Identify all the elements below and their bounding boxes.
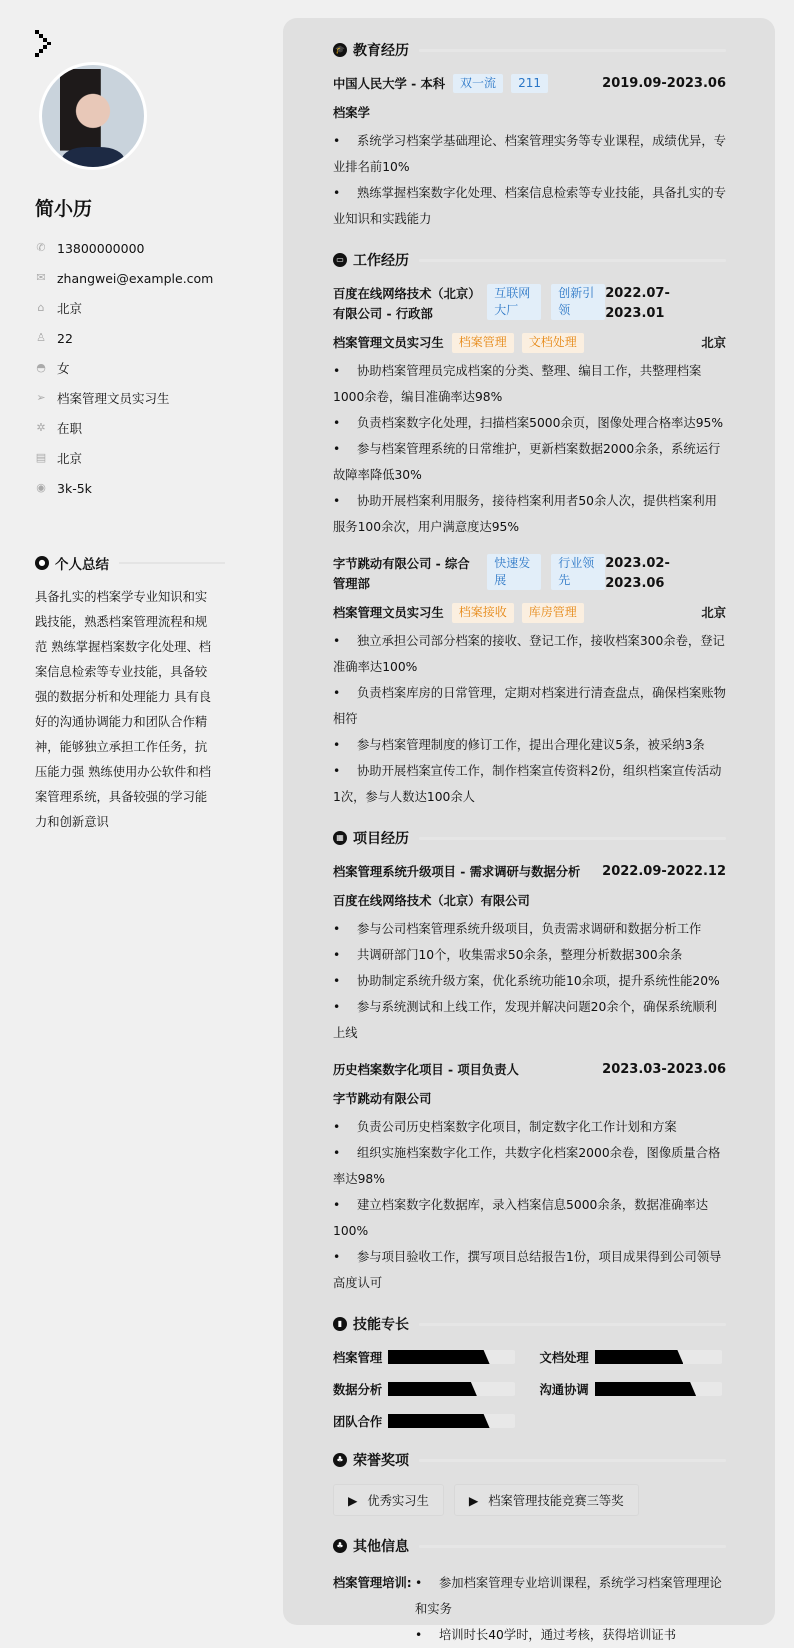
bullet-icon: • — [415, 1628, 423, 1642]
date: 2022.09-2022.12 — [602, 864, 726, 879]
bullet-text: 建立档案数字化数据库，录入档案信息5000余条，数据准确率达100% — [333, 1198, 709, 1238]
skill-item — [540, 1348, 727, 1366]
info-text: zhangwei@example.com — [57, 270, 214, 286]
bullet-list — [415, 1570, 726, 1648]
role: 档案管理文员实习生 — [333, 336, 444, 350]
divider — [419, 259, 726, 262]
bullet-text: 参与档案管理系统的日常维护，更新档案数据2000余条，系统运行故障率降低30% — [333, 442, 721, 482]
tag: 双一流 — [453, 74, 503, 93]
divider — [419, 1323, 726, 1326]
list-item — [333, 1244, 726, 1296]
work-item — [333, 554, 726, 810]
award-icon: ♣ — [333, 1453, 347, 1467]
avatar — [39, 62, 147, 170]
list-item — [333, 994, 726, 1046]
bullet-icon: • — [333, 364, 341, 378]
education-row — [333, 74, 726, 94]
tag-group — [479, 284, 605, 320]
bullet-list — [333, 128, 726, 232]
info-text: 22 — [57, 330, 73, 346]
education-heading — [333, 38, 726, 62]
list-item — [333, 942, 726, 968]
send-icon: ➢ — [36, 391, 46, 404]
list-item — [333, 180, 726, 232]
org-name: 百度在线网络技术（北京）有限公司 — [333, 894, 530, 908]
info-text: 在职 — [57, 421, 83, 436]
date: 2023.03-2023.06 — [602, 1062, 726, 1077]
bullet-icon: • — [333, 1000, 341, 1014]
bullet-icon: • — [333, 738, 341, 752]
list-item — [333, 358, 726, 410]
bullet-text: 共调研部门10个，收集需求50余条，整理分析数据300余条 — [357, 948, 683, 962]
bullet-text: 培训时长40学时，通过考核，获得培训证书 — [439, 1628, 676, 1642]
skill-bar-fill — [595, 1350, 684, 1364]
skill-bar-fill — [388, 1382, 477, 1396]
company-name: 百度在线网络技术（北京）有限公司 - 行政部 — [333, 287, 475, 321]
bullet-list — [333, 916, 726, 1046]
other-heading — [333, 1534, 726, 1558]
list-item — [333, 680, 726, 732]
skill-name: 数据分析 — [333, 1383, 383, 1397]
bullet-icon: • — [333, 922, 341, 936]
skill-name: 团队合作 — [333, 1415, 383, 1429]
award-text: 优秀实习生 — [367, 1494, 429, 1508]
location: 北京 — [701, 606, 726, 620]
phone-icon: ✆ — [36, 241, 46, 254]
bullet-icon: • — [333, 1198, 341, 1212]
bullet-text: 负责档案库房的日常管理，定期对档案进行清查盘点，确保档案账物相符 — [333, 686, 726, 726]
profile-name: 简小历 — [35, 198, 93, 220]
other-title: 其他信息 — [353, 1539, 409, 1555]
list-item — [333, 436, 726, 488]
project-item — [333, 862, 726, 1046]
date: 2022.07-2023.01 — [605, 286, 670, 321]
bullet-icon: • — [333, 416, 341, 430]
list-item — [333, 410, 726, 436]
bullet-text: 熟练掌握档案数字化处理、档案信息检索等专业技能，具备扎实的专业知识和实践能力 — [333, 186, 726, 226]
list-item — [333, 1114, 726, 1140]
bullet-text: 参加档案管理专业培训课程，系统学习档案管理理论和实务 — [415, 1576, 722, 1616]
list-item — [333, 758, 726, 810]
org-name: 字节跳动有限公司 — [333, 1092, 432, 1106]
award-item — [454, 1484, 639, 1516]
info-item — [35, 353, 225, 383]
tag: 211 — [511, 74, 548, 93]
skill-name: 沟通协调 — [539, 1383, 589, 1397]
bullet-list — [333, 628, 726, 810]
work-row — [333, 284, 726, 324]
tag: 档案管理 — [452, 333, 514, 353]
project-item — [333, 1060, 726, 1296]
other-info — [333, 1570, 726, 1648]
bullet-text: 协助制定系统升级方案，优化系统功能10余项，提升系统性能20% — [357, 974, 720, 988]
org — [333, 1089, 726, 1109]
resume-main — [283, 18, 775, 1642]
projects-heading — [333, 826, 726, 850]
age-icon: ♙ — [36, 331, 46, 344]
skill-bar — [388, 1414, 515, 1428]
bullet-icon: • — [333, 764, 341, 778]
skill-bar-fill — [388, 1350, 490, 1364]
skills-heading — [333, 1312, 726, 1336]
skill-item — [540, 1380, 727, 1398]
major-name: 档案学 — [333, 106, 370, 120]
bullet-icon: • — [333, 494, 341, 508]
user-icon: ● — [35, 556, 49, 570]
project-row — [333, 1060, 726, 1080]
bullet-text: 协助开展档案利用服务，接待档案利用者50余人次，提供档案利用服务100余次，用户满意度达95% — [333, 494, 717, 534]
info-item — [35, 233, 225, 263]
divider — [419, 837, 726, 840]
sidebar — [35, 28, 225, 835]
projects-title: 项目经历 — [353, 831, 409, 847]
skill-bar — [388, 1350, 515, 1364]
skill-name: 文档处理 — [539, 1351, 589, 1365]
bullet-text: 系统学习档案学基础理论、档案管理实务等专业课程，成绩优异，专业排名前10% — [333, 134, 726, 174]
bullet-icon: • — [333, 974, 341, 988]
bullet-list — [333, 358, 726, 540]
play-icon: ▶ — [468, 1494, 483, 1508]
bullet-text: 协助档案管理员完成档案的分类、整理、编目工作，共整理档案1000余卷，编目准确率达98% — [333, 364, 702, 404]
award-text: 档案管理技能竞赛三等奖 — [488, 1494, 624, 1508]
bullet-icon: • — [333, 134, 341, 148]
list-item — [333, 968, 726, 994]
school-name: 中国人民大学 - 本科 — [333, 77, 446, 91]
bullet-icon: • — [333, 634, 341, 648]
list-item — [333, 628, 726, 680]
project-row — [333, 862, 726, 882]
list-item — [333, 488, 726, 540]
other-label: 档案管理培训: — [333, 1576, 412, 1590]
date: 2019.09-2023.06 — [602, 76, 726, 91]
skill-bar-fill — [595, 1382, 697, 1396]
tag: 文档处理 — [522, 333, 584, 353]
tag: 库房管理 — [522, 603, 584, 623]
list-item — [333, 916, 726, 942]
list-item — [415, 1570, 726, 1622]
skill-item — [333, 1348, 520, 1366]
skills-grid — [333, 1348, 726, 1430]
home-icon: ⌂ — [37, 301, 45, 314]
major — [333, 103, 726, 123]
divider — [419, 49, 726, 52]
building-icon: ▤ — [35, 451, 47, 464]
divider — [419, 1459, 726, 1462]
education-item — [333, 74, 726, 232]
bullet-icon: • — [333, 1120, 341, 1134]
tag: 快速发展 — [487, 554, 541, 590]
work-item — [333, 284, 726, 540]
info-item — [35, 263, 225, 293]
list-item — [333, 1192, 726, 1244]
info-text: 北京 — [57, 301, 83, 316]
list-item — [415, 1622, 726, 1648]
bullet-icon: • — [333, 1146, 341, 1160]
bullet-list — [333, 1114, 726, 1296]
salary-icon: ◉ — [36, 481, 46, 494]
skill-bar — [595, 1350, 722, 1364]
status-icon: ✲ — [36, 421, 46, 434]
info-item — [35, 473, 225, 503]
awards-list — [333, 1484, 726, 1516]
education-title: 教育经历 — [353, 43, 409, 59]
bullet-text: 参与项目验收工作，撰写项目总结报告1份，项目成果得到公司领导高度认可 — [333, 1250, 722, 1290]
bullet-text: 独立承担公司部分档案的接收、登记工作，接收档案300余卷，登记准确率达100% — [333, 634, 725, 674]
work-row — [333, 554, 726, 594]
bullet-text: 参与档案管理制度的修订工作，提出合理化建议5条，被采纳3条 — [357, 738, 705, 752]
list-item — [333, 1140, 726, 1192]
tag-group — [479, 554, 605, 590]
org — [333, 891, 726, 911]
other-body — [415, 1570, 726, 1648]
tag: 行业领先 — [551, 554, 605, 590]
role: 档案管理文员实习生 — [333, 606, 444, 620]
list-item — [333, 732, 726, 758]
skill-item — [333, 1380, 520, 1398]
tag: 档案接收 — [452, 603, 514, 623]
work-title: 工作经历 — [353, 253, 409, 269]
tag: 互联网大厂 — [487, 284, 541, 320]
location: 北京 — [701, 336, 726, 350]
tag: 创新引领 — [551, 284, 605, 320]
bullet-icon: • — [333, 186, 341, 200]
bullet-icon: • — [333, 686, 341, 700]
role-row — [333, 333, 726, 353]
chart-icon: ▮ — [333, 1317, 347, 1331]
info-item — [35, 383, 225, 413]
bullet-icon: • — [333, 1250, 341, 1264]
bullet-text: 组织实施档案数字化工作，共数字化档案2000余卷，图像质量合格率达98% — [333, 1146, 721, 1186]
company-name: 字节跳动有限公司 - 综合管理部 — [333, 557, 470, 591]
info-text: 女 — [57, 361, 70, 376]
bullet-text: 协助开展档案宣传工作，制作档案宣传资料2份，组织档案宣传活动1次，参与人数达100余人 — [333, 764, 722, 804]
project-name: 历史档案数字化项目 - 项目负责人 — [333, 1063, 519, 1077]
info-text: 档案管理文员实习生 — [57, 391, 170, 406]
award-item — [333, 1484, 444, 1516]
play-icon: ▶ — [348, 1494, 362, 1508]
bullet-text: 负责档案数字化处理，扫描档案5000余页，图像处理合格率达95% — [357, 416, 724, 430]
skills-title: 技能专长 — [353, 1317, 409, 1333]
bullet-icon: • — [333, 442, 341, 456]
bullet-text: 参与系统测试和上线工作，发现并解决问题20余个，确保系统顺利上线 — [333, 1000, 717, 1040]
info-item — [35, 443, 225, 473]
gender-icon: ◓ — [36, 361, 46, 374]
work-heading — [333, 248, 726, 272]
role-row — [333, 603, 726, 623]
skill-bar — [388, 1382, 515, 1396]
skill-bar — [595, 1382, 722, 1396]
skill-item — [333, 1412, 520, 1430]
info-text: 13800000000 — [57, 240, 145, 256]
bullet-icon: • — [333, 948, 341, 962]
info-text: 北京 — [57, 451, 83, 466]
logo-icon — [33, 28, 55, 58]
date: 2023.02-2023.06 — [605, 556, 670, 591]
info-item — [35, 413, 225, 443]
bullet-text: 负责公司历史档案数字化项目，制定数字化工作计划和方案 — [357, 1120, 677, 1134]
summary-title: 个人总结 — [55, 557, 109, 573]
list-item — [333, 128, 726, 180]
info-icon: ♣ — [333, 1539, 347, 1553]
info-item — [35, 293, 225, 323]
mail-icon: ✉ — [36, 271, 46, 284]
briefcase-icon: ▭ — [333, 253, 347, 267]
divider — [419, 1545, 726, 1548]
skill-bar-fill — [388, 1414, 490, 1428]
bullet-text: 参与公司档案管理系统升级项目，负责需求调研和数据分析工作 — [357, 922, 702, 936]
bullet-icon: • — [415, 1576, 423, 1590]
grid-icon: ▦ — [333, 831, 347, 845]
summary-heading — [35, 553, 225, 573]
info-item — [35, 323, 225, 353]
skill-name: 档案管理 — [333, 1351, 383, 1365]
education-icon: 🎓 — [333, 43, 347, 57]
awards-title: 荣誉奖项 — [353, 1453, 409, 1469]
project-name: 档案管理系统升级项目 - 需求调研与数据分析 — [333, 865, 581, 879]
info-text: 3k-5k — [57, 480, 92, 496]
summary-text: 具备扎实的档案学专业知识和实践技能，熟悉档案管理流程和规范 熟练掌握档案数字化处理、档案信息检索等专业技能，具备较强的数据分析和处理能力 具有良好的沟通协调能力和团队合作精神，能够独立承担工作任务，抗压能力强 熟练使用办公软件和档案管理系统，具备较强的学习能力和创新意识 — [35, 590, 212, 829]
awards-heading — [333, 1448, 726, 1472]
